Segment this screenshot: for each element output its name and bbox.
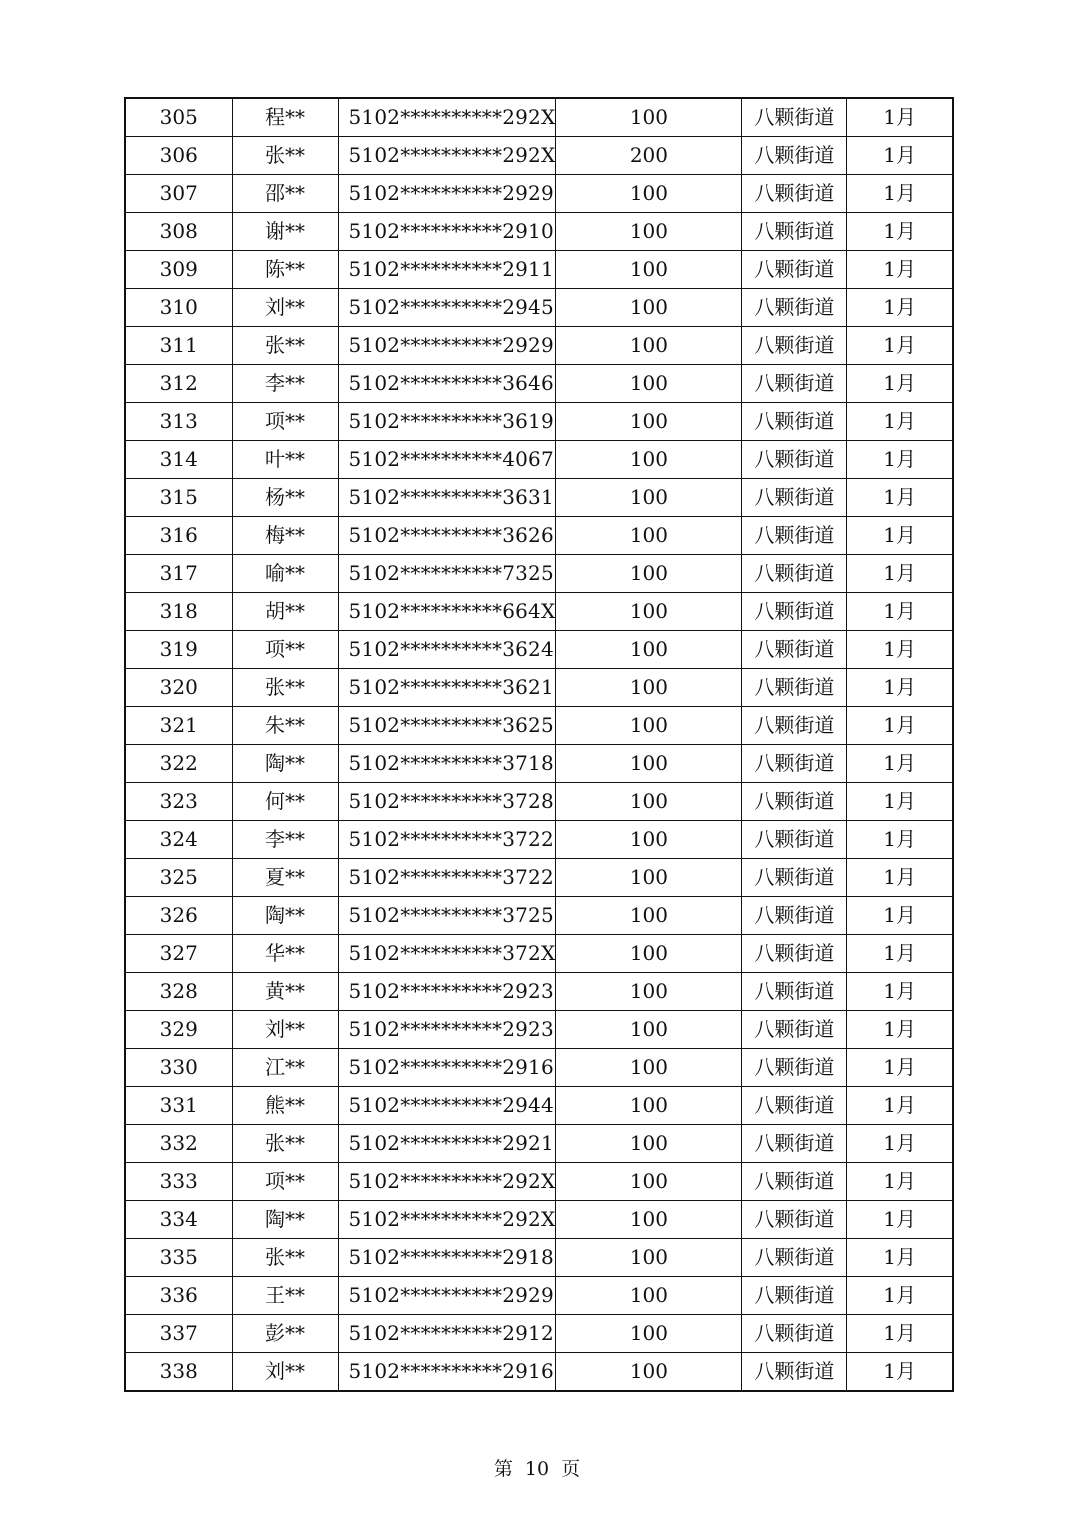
cell-street: 八颗街道 (742, 669, 847, 707)
cell-month: 1月 (847, 1087, 953, 1125)
cell-month: 1月 (847, 1239, 953, 1277)
cell-name: 叶** (232, 441, 338, 479)
cell-name: 陶** (232, 897, 338, 935)
table-row (125, 251, 953, 289)
cell-month: 1月 (847, 365, 953, 403)
cell-amount: 100 (556, 1087, 742, 1125)
table-row (125, 745, 953, 783)
cell-serial-number: 326 (125, 897, 232, 935)
table-row (125, 897, 953, 935)
cell-amount: 100 (556, 289, 742, 327)
cell-amount: 100 (556, 365, 742, 403)
cell-id-number: 5102**********2912 (338, 1315, 556, 1353)
cell-amount: 100 (556, 555, 742, 593)
cell-street: 八颗街道 (742, 1125, 847, 1163)
cell-serial-number: 334 (125, 1201, 232, 1239)
table-row (125, 669, 953, 707)
cell-id-number: 5102**********2916 (338, 1049, 556, 1087)
cell-name: 黄** (232, 973, 338, 1011)
table-row (125, 175, 953, 213)
cell-name: 李** (232, 821, 338, 859)
cell-street: 八颗街道 (742, 1163, 847, 1201)
table-row (125, 403, 953, 441)
cell-id-number: 5102**********3626 (338, 517, 556, 555)
cell-amount: 100 (556, 745, 742, 783)
cell-amount: 100 (556, 973, 742, 1011)
cell-street: 八颗街道 (742, 555, 847, 593)
cell-serial-number: 321 (125, 707, 232, 745)
cell-serial-number: 317 (125, 555, 232, 593)
cell-id-number: 5102**********3722 (338, 859, 556, 897)
cell-serial-number: 323 (125, 783, 232, 821)
cell-id-number: 5102**********2923 (338, 1011, 556, 1049)
cell-id-number: 5102**********3619 (338, 403, 556, 441)
cell-name: 陶** (232, 745, 338, 783)
table-row (125, 1049, 953, 1087)
cell-id-number: 5102**********3646 (338, 365, 556, 403)
cell-id-number: 5102**********3725 (338, 897, 556, 935)
cell-serial-number: 316 (125, 517, 232, 555)
cell-month: 1月 (847, 973, 953, 1011)
cell-id-number: 5102**********2911 (338, 251, 556, 289)
cell-street: 八颗街道 (742, 327, 847, 365)
cell-id-number: 5102**********4067 (338, 441, 556, 479)
cell-amount: 100 (556, 1315, 742, 1353)
cell-serial-number: 306 (125, 137, 232, 175)
cell-amount: 100 (556, 479, 742, 517)
cell-id-number: 5102**********3718 (338, 745, 556, 783)
cell-month: 1月 (847, 783, 953, 821)
cell-serial-number: 328 (125, 973, 232, 1011)
cell-month: 1月 (847, 175, 953, 213)
cell-serial-number: 335 (125, 1239, 232, 1277)
cell-amount: 100 (556, 935, 742, 973)
cell-name: 华** (232, 935, 338, 973)
table-row (125, 1239, 953, 1277)
cell-month: 1月 (847, 897, 953, 935)
cell-id-number: 5102**********3624 (338, 631, 556, 669)
cell-serial-number: 312 (125, 365, 232, 403)
table-row (125, 707, 953, 745)
page-number: 第 10 页 (493, 1458, 581, 1480)
cell-id-number: 5102**********3722 (338, 821, 556, 859)
table-row (125, 859, 953, 897)
cell-serial-number: 327 (125, 935, 232, 973)
cell-month: 1月 (847, 441, 953, 479)
cell-amount: 200 (556, 137, 742, 175)
cell-street: 八颗街道 (742, 783, 847, 821)
cell-street: 八颗街道 (742, 707, 847, 745)
cell-name: 张** (232, 327, 338, 365)
table-row (125, 631, 953, 669)
cell-name: 邵** (232, 175, 338, 213)
cell-street: 八颗街道 (742, 1315, 847, 1353)
table-row (125, 1353, 953, 1392)
cell-name: 王** (232, 1277, 338, 1315)
cell-id-number: 5102**********3631 (338, 479, 556, 517)
cell-serial-number: 337 (125, 1315, 232, 1353)
cell-street: 八颗街道 (742, 98, 847, 137)
cell-month: 1月 (847, 137, 953, 175)
table-row (125, 213, 953, 251)
cell-name: 胡** (232, 593, 338, 631)
cell-serial-number: 311 (125, 327, 232, 365)
cell-id-number: 5102**********292X (338, 137, 556, 175)
cell-amount: 100 (556, 1353, 742, 1392)
cell-street: 八颗街道 (742, 479, 847, 517)
cell-street: 八颗街道 (742, 251, 847, 289)
cell-id-number: 5102**********3728 (338, 783, 556, 821)
cell-amount: 100 (556, 1277, 742, 1315)
cell-name: 刘** (232, 1353, 338, 1392)
cell-id-number: 5102**********3625 (338, 707, 556, 745)
cell-id-number: 5102**********2910 (338, 213, 556, 251)
cell-name: 陶** (232, 1201, 338, 1239)
table-row (125, 1125, 953, 1163)
cell-name: 项** (232, 403, 338, 441)
cell-street: 八颗街道 (742, 745, 847, 783)
cell-street: 八颗街道 (742, 859, 847, 897)
cell-name: 朱** (232, 707, 338, 745)
cell-id-number: 5102**********3621 (338, 669, 556, 707)
cell-serial-number: 313 (125, 403, 232, 441)
cell-amount: 100 (556, 1163, 742, 1201)
cell-name: 喻** (232, 555, 338, 593)
cell-name: 张** (232, 137, 338, 175)
cell-month: 1月 (847, 745, 953, 783)
table-row (125, 1277, 953, 1315)
cell-amount: 100 (556, 1239, 742, 1277)
cell-serial-number: 322 (125, 745, 232, 783)
table-row (125, 783, 953, 821)
cell-amount: 100 (556, 707, 742, 745)
cell-id-number: 5102**********2945 (338, 289, 556, 327)
cell-street: 八颗街道 (742, 1049, 847, 1087)
cell-street: 八颗街道 (742, 593, 847, 631)
cell-id-number: 5102**********7325 (338, 555, 556, 593)
cell-name: 项** (232, 631, 338, 669)
table-row (125, 1163, 953, 1201)
cell-serial-number: 338 (125, 1353, 232, 1392)
table-row (125, 517, 953, 555)
table-row (125, 555, 953, 593)
table-row (125, 365, 953, 403)
cell-id-number: 5102**********292X (338, 1163, 556, 1201)
cell-month: 1月 (847, 1049, 953, 1087)
cell-month: 1月 (847, 327, 953, 365)
cell-month: 1月 (847, 289, 953, 327)
cell-serial-number: 318 (125, 593, 232, 631)
cell-id-number: 5102**********292X (338, 98, 556, 137)
cell-amount: 100 (556, 1049, 742, 1087)
cell-serial-number: 308 (125, 213, 232, 251)
cell-street: 八颗街道 (742, 365, 847, 403)
cell-id-number: 5102**********2923 (338, 973, 556, 1011)
cell-name: 梅** (232, 517, 338, 555)
cell-street: 八颗街道 (742, 821, 847, 859)
cell-name: 彭** (232, 1315, 338, 1353)
table-row (125, 289, 953, 327)
cell-id-number: 5102**********2916 (338, 1353, 556, 1392)
cell-street: 八颗街道 (742, 1277, 847, 1315)
table-row (125, 1315, 953, 1353)
cell-serial-number: 332 (125, 1125, 232, 1163)
cell-serial-number: 310 (125, 289, 232, 327)
cell-street: 八颗街道 (742, 973, 847, 1011)
cell-amount: 100 (556, 327, 742, 365)
cell-street: 八颗街道 (742, 1201, 847, 1239)
cell-amount: 100 (556, 1011, 742, 1049)
cell-name: 刘** (232, 1011, 338, 1049)
cell-month: 1月 (847, 631, 953, 669)
cell-month: 1月 (847, 821, 953, 859)
table-row (125, 821, 953, 859)
cell-serial-number: 314 (125, 441, 232, 479)
cell-serial-number: 309 (125, 251, 232, 289)
cell-name: 陈** (232, 251, 338, 289)
cell-month: 1月 (847, 1353, 953, 1392)
cell-amount: 100 (556, 821, 742, 859)
table-row (125, 1011, 953, 1049)
cell-street: 八颗街道 (742, 897, 847, 935)
cell-amount: 100 (556, 859, 742, 897)
cell-street: 八颗街道 (742, 1087, 847, 1125)
cell-name: 谢** (232, 213, 338, 251)
cell-amount: 100 (556, 1201, 742, 1239)
cell-street: 八颗街道 (742, 403, 847, 441)
cell-name: 江** (232, 1049, 338, 1087)
cell-serial-number: 305 (125, 98, 232, 137)
table-row (125, 1087, 953, 1125)
cell-id-number: 5102**********2929 (338, 1277, 556, 1315)
cell-id-number: 5102**********2944 (338, 1087, 556, 1125)
cell-serial-number: 325 (125, 859, 232, 897)
cell-amount: 100 (556, 175, 742, 213)
cell-month: 1月 (847, 669, 953, 707)
cell-name: 杨** (232, 479, 338, 517)
table-row (125, 973, 953, 1011)
cell-name: 刘** (232, 289, 338, 327)
table-row (125, 327, 953, 365)
cell-month: 1月 (847, 403, 953, 441)
cell-serial-number: 307 (125, 175, 232, 213)
cell-serial-number: 320 (125, 669, 232, 707)
cell-month: 1月 (847, 98, 953, 137)
table-row (125, 593, 953, 631)
table-row (125, 441, 953, 479)
cell-amount: 100 (556, 897, 742, 935)
cell-amount: 100 (556, 213, 742, 251)
table-row (125, 935, 953, 973)
cell-amount: 100 (556, 251, 742, 289)
cell-amount: 100 (556, 517, 742, 555)
cell-month: 1月 (847, 517, 953, 555)
cell-serial-number: 336 (125, 1277, 232, 1315)
cell-street: 八颗街道 (742, 289, 847, 327)
cell-month: 1月 (847, 707, 953, 745)
table-row (125, 137, 953, 175)
cell-serial-number: 319 (125, 631, 232, 669)
cell-month: 1月 (847, 213, 953, 251)
cell-name: 项** (232, 1163, 338, 1201)
cell-street: 八颗街道 (742, 1353, 847, 1392)
cell-month: 1月 (847, 1125, 953, 1163)
cell-name: 夏** (232, 859, 338, 897)
cell-month: 1月 (847, 593, 953, 631)
cell-serial-number: 331 (125, 1087, 232, 1125)
cell-amount: 100 (556, 631, 742, 669)
cell-name: 何** (232, 783, 338, 821)
cell-id-number: 5102**********2921 (338, 1125, 556, 1163)
cell-serial-number: 324 (125, 821, 232, 859)
cell-street: 八颗街道 (742, 137, 847, 175)
cell-amount: 100 (556, 403, 742, 441)
cell-street: 八颗街道 (742, 213, 847, 251)
cell-amount: 100 (556, 98, 742, 137)
cell-street: 八颗街道 (742, 631, 847, 669)
cell-month: 1月 (847, 479, 953, 517)
cell-street: 八颗街道 (742, 517, 847, 555)
roster-body (125, 98, 953, 1391)
cell-month: 1月 (847, 251, 953, 289)
cell-name: 程** (232, 98, 338, 137)
cell-street: 八颗街道 (742, 1239, 847, 1277)
table-row (125, 98, 953, 137)
cell-id-number: 5102**********664X (338, 593, 556, 631)
subsidy-roster-table (124, 97, 954, 1392)
cell-month: 1月 (847, 1011, 953, 1049)
cell-name: 熊** (232, 1087, 338, 1125)
cell-month: 1月 (847, 859, 953, 897)
cell-month: 1月 (847, 1277, 953, 1315)
cell-id-number: 5102**********292X (338, 1201, 556, 1239)
cell-id-number: 5102**********372X (338, 935, 556, 973)
cell-name: 李** (232, 365, 338, 403)
cell-serial-number: 333 (125, 1163, 232, 1201)
cell-month: 1月 (847, 555, 953, 593)
table-row (125, 1201, 953, 1239)
cell-amount: 100 (556, 669, 742, 707)
cell-month: 1月 (847, 1163, 953, 1201)
cell-serial-number: 330 (125, 1049, 232, 1087)
cell-serial-number: 315 (125, 479, 232, 517)
cell-amount: 100 (556, 1125, 742, 1163)
cell-street: 八颗街道 (742, 1011, 847, 1049)
cell-id-number: 5102**********2929 (338, 327, 556, 365)
cell-serial-number: 329 (125, 1011, 232, 1049)
cell-amount: 100 (556, 593, 742, 631)
cell-name: 张** (232, 669, 338, 707)
table-row (125, 479, 953, 517)
cell-name: 张** (232, 1239, 338, 1277)
cell-id-number: 5102**********2929 (338, 175, 556, 213)
cell-name: 张** (232, 1125, 338, 1163)
cell-street: 八颗街道 (742, 935, 847, 973)
cell-street: 八颗街道 (742, 441, 847, 479)
cell-amount: 100 (556, 783, 742, 821)
cell-amount: 100 (556, 441, 742, 479)
cell-id-number: 5102**********2918 (338, 1239, 556, 1277)
cell-street: 八颗街道 (742, 175, 847, 213)
cell-month: 1月 (847, 1201, 953, 1239)
cell-month: 1月 (847, 935, 953, 973)
cell-month: 1月 (847, 1315, 953, 1353)
